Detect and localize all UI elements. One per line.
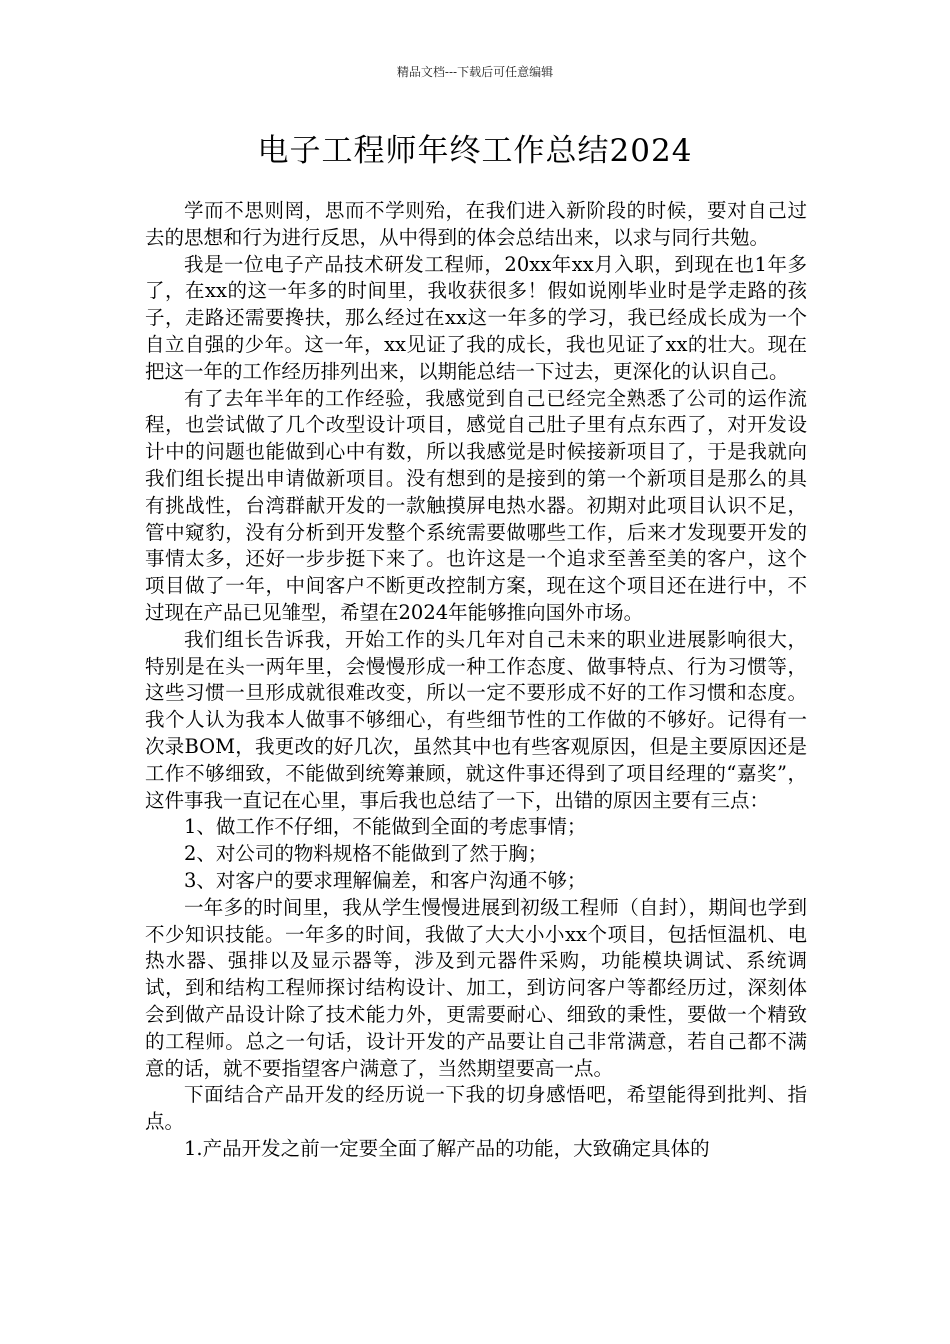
paragraph-first-project: 有了去年半年的工作经验，我感觉到自己已经完全熟悉了公司的运作流程，也尝试做了几个改型设计项目，感觉自己肚子里有点东西了，对开发设计中的问题也能做到心中有数，所以我感觉是时候接新项目了，于是我就向我们组长提出申请做新项目。没有想到的是接到的第一个新项目是那么的具有挑战性，台湾群献开发的一款触摸屏电热水器。初期对此项目认识不足，管中窥豹，没有分析到开发整个系统需要做哪些工作，后来才发现要开发的事情太多，还好一步步挺下来了。也许这是一个追求至善至美的客户，这个项目做了一年，中间客户不断更改控制方案，现在这个项目还在进行中，不过现在产品已见雏型，希望在2024年能够推向国外市场。 xyxy=(145,386,807,624)
paragraph-background: 我是一位电子产品技术研发工程师，20xx年xx月入职，到现在也1年多了，在xx的这一年多的时间里，我收获很多！假如说刚毕业时是学走路的孩子，走路还需要搀扶，那么经过在xx这一年多的学习，我已经成长成为一个自立自强的少年。这一年，xx见证了我的成长，我也见证了xx的壮大。现在把这一年的工作经历排列出来，以期能总结一下过去，更深化的认识自己。 xyxy=(145,252,807,383)
paragraph-growth: 一年多的时间里，我从学生慢慢进展到初级工程师（自封），期间也学到不少知识技能。一年多的时间，我做了大大小小xx个项目，包括恒温机、电热水器、强排以及显示器等，涉及到元器件采购，功能模块调试、系统调试，到和结构工程师探讨结构设计、加工，到访问客户等都经历过，深刻体会到做产品设计除了技术能力外，更需要耐心、细致的秉性，要做一个精致的工程师。总之一句话，设计开发的产品要让自己非常满意，若自己都不满意的话，就不要指望客户满意了，当然期望要高一点。 xyxy=(145,895,807,1080)
list-item-reason-2: 2、对公司的物料规格不能做到了然于胸； xyxy=(184,842,548,866)
document-body xyxy=(145,198,807,1163)
document-title: 电子工程师年终工作总结2024 xyxy=(257,133,693,169)
page-header-note: 精品文档---下载后可任意编辑 xyxy=(396,65,554,79)
paragraph-work-habits: 我们组长告诉我，开始工作的头几年对自己未来的职业进展影响很大，特别是在头一两年里，会慢慢形成一种工作态度、做事特点、行为习惯等，这些习惯一旦形成就很难改变，所以一定不要形成不好的工作习惯和态度。我个人认为我本人做事不够细心，有些细节性的工作做的不够好。记得有一次录BOM，我更改的好几次，虽然其中也有些客观原因，但是主要原因还是工作不够细致，不能做到统筹兼顾，就这件事还得到了项目经理的“嘉奖”，这件事我一直记在心里，事后我也总结了一下，出错的原因主要有三点： xyxy=(145,627,807,812)
paragraph-insights-intro: 下面结合产品开发的经历说一下我的切身感悟吧，希望能得到批判、指点。 xyxy=(145,1083,807,1134)
list-item-reason-3: 3、对客户的要求理解偏差，和客户沟通不够； xyxy=(184,868,587,892)
paragraph-point-1: 1.产品开发之前一定要全面了解产品的功能，大致确定具体的 xyxy=(184,1136,710,1160)
list-item-reason-1: 1、做工作不仔细，不能做到全面的考虑事情； xyxy=(184,815,587,839)
paragraph-intro: 学而不思则罔，思而不学则殆，在我们进入新阶段的时候，要对自己过去的思想和行为进行反思，从中得到的体会总结出来，以求与同行共勉。 xyxy=(145,199,807,249)
